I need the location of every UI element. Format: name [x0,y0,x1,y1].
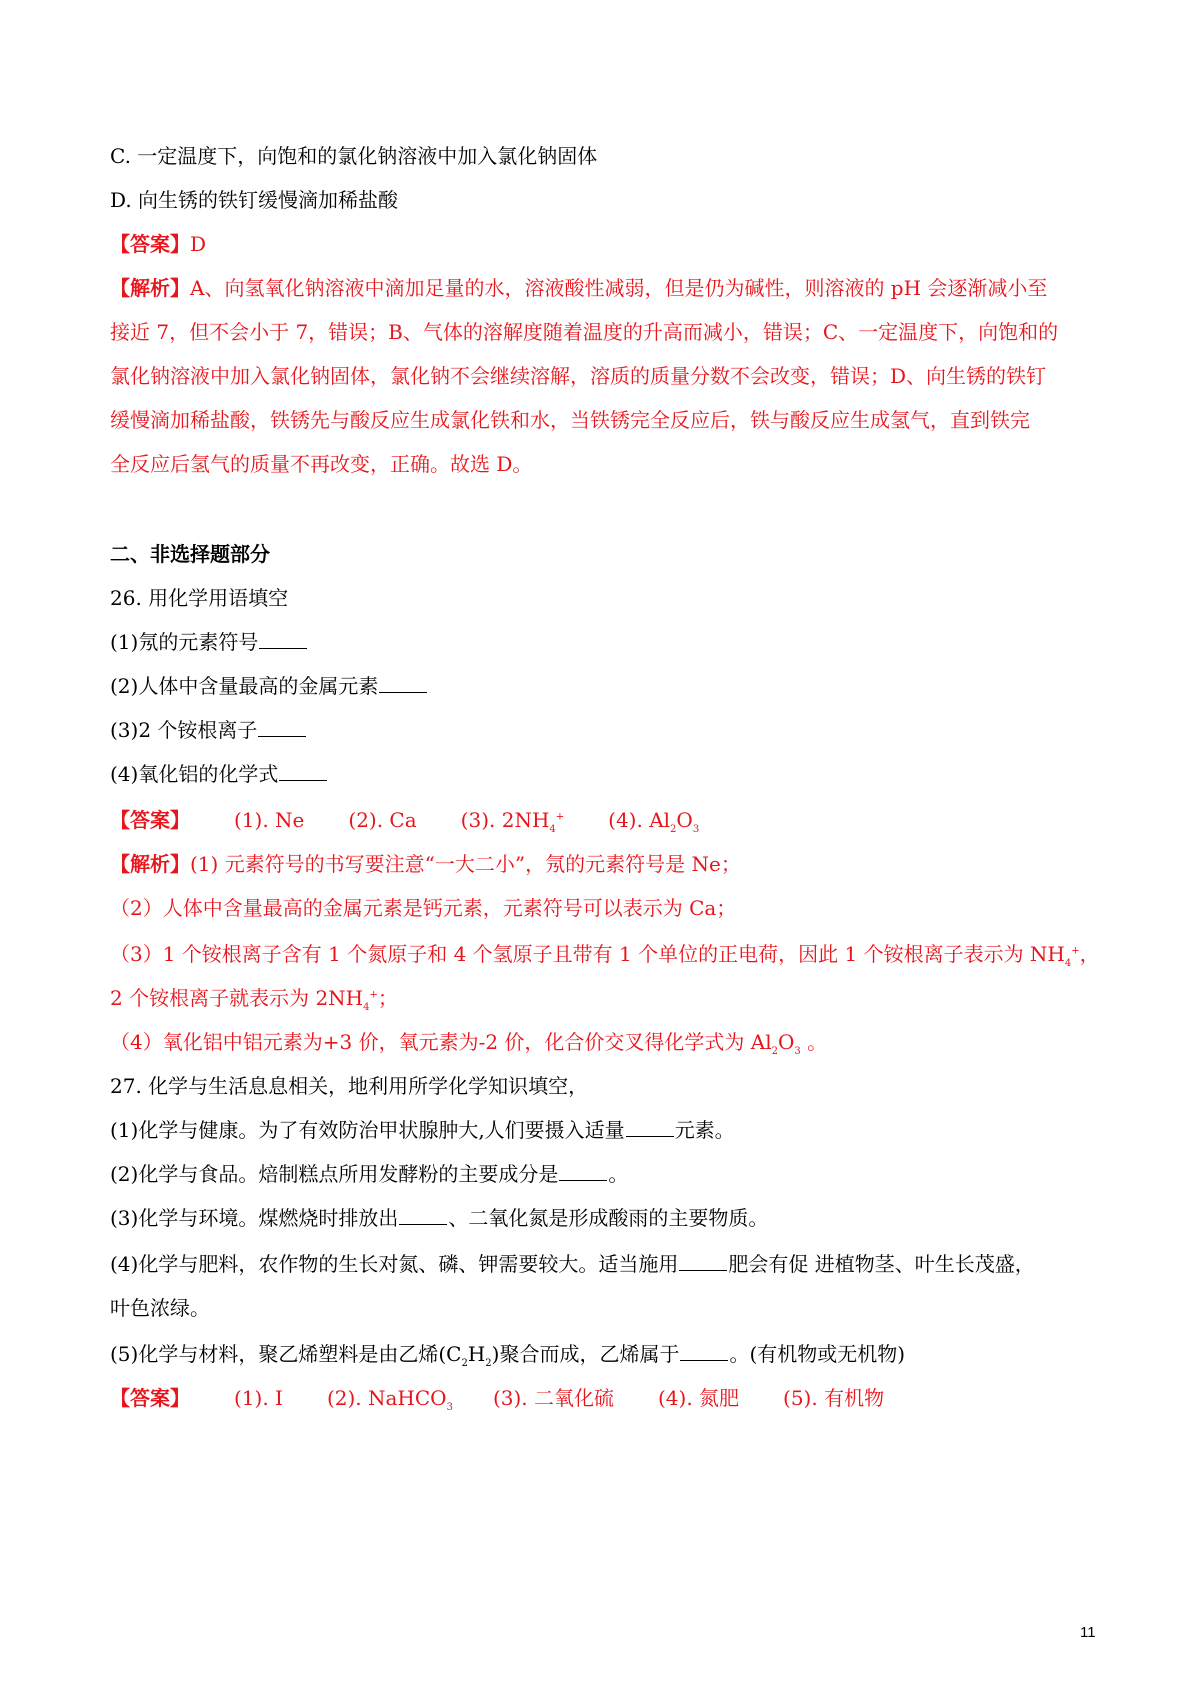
item-text: (4)氧化铝的化学式 [110,762,279,786]
answer-tag: 【答案】 [110,1386,190,1410]
q27-stem: 27. 化学与生活息息相关，地利用所学化学知识填空， [110,1074,589,1098]
q26-analysis-line-2: （2）人体中含量最高的金属元素是钙元素，元素符号可以表示为 Ca； [110,896,737,920]
q27-item-4: (4)化学与肥料，农作物的生长对氮、磷、钾需要较大。适当施用 肥会有促 进植物茎、叶生长茂盛， [110,1252,1035,1276]
analysis-text: A、向氢氧化钠溶液中滴加足量的水，溶液酸性减弱，但是仍为碱性，则溶液的 pH 会逐渐减小至 [190,276,1048,300]
q26-analysis-line-5: （4）氧化铝中铝元素为+3 价，氧元素为-2 价，化合价交叉得化学式为 $Al_2O_3$ 。 [110,1030,828,1057]
q25-analysis-line-3: 氯化钠溶液中加入氯化钠固体，氯化钠不会继续溶解，溶质的质量分数不会改变，错误；D、向生锈的铁钉 [110,364,1047,388]
answer-blank [680,1342,728,1361]
answer-blank [279,762,327,781]
q27-item-5: (5)化学与材料，聚乙烯塑料是由乙烯$(C_2H_2)$聚合而成，乙烯属于 。(有机物或无机物) [110,1342,906,1369]
q26-item-1 [110,628,308,656]
analysis-tag: 【解析】 [110,276,190,300]
answer-3: (3). 二氧化硫 [492,1386,614,1410]
q26-stem: 26. 用化学用语填空 [110,586,289,610]
answer-value: D [190,232,207,256]
answer-blank [259,630,307,649]
item-text: (2)人体中含量最高的金属元素 [110,674,379,698]
q25-analysis-line-2: 接近 7，但不会小于 7，错误；B、气体的溶解度随着温度的升高而减小，错误；C、一定温度下，向饱和的 [110,320,1059,344]
answer-3: (3). $2NH_4^+$ [460,808,565,835]
option-c: C. 一定温度下，向饱和的氯化钠溶液中加入氯化钠固体 [110,144,598,168]
q25-analysis-line-4: 缓慢滴加稀盐酸，铁锈先与酸反应生成氯化铁和水，当铁锈完全反应后，铁与酸反应生成氢气，直到铁完 [110,408,1030,432]
q26-item-4 [110,760,328,788]
answer-2: (2). Ca [348,808,417,832]
answer-4: (4). $Al_2O_3$ [608,808,700,835]
q25-answer [110,230,206,258]
answer-blank [626,1118,674,1137]
answer-1: (1). I [234,1386,283,1410]
answer-tag: 【答案】 [110,808,190,832]
section-title: 二、非选择题部分 [110,542,270,566]
q25-analysis-line-5: 全反应后氢气的质量不再改变，正确。故选 D。 [110,452,533,476]
item-text: (3)2 个铵根离子 [110,718,258,742]
q27-item-2: (2)化学与食品。焙制糕点所用发酵粉的主要成分是 。 [110,1162,629,1186]
q26-answer [110,806,699,834]
answer-tag: 【答案】 [110,232,190,256]
answer-4: (4). 氮肥 [657,1386,740,1410]
answer-2: (2). NaHCO$_3$ [326,1386,453,1413]
page-number: 11 [1080,1624,1096,1641]
q27-item-1: (1)化学与健康。为了有效防治甲状腺肿大,人们要摄入适量 元素。 [110,1118,735,1142]
q27-item-3: (3)化学与环境。煤燃烧时排放出 、二氧化氮是形成酸雨的主要物质。 [110,1206,769,1230]
q27-answer [110,1384,884,1412]
answer-blank [559,1162,607,1181]
analysis-text: (1) 元素符号的书写要注意“一大二小”，氖的元素符号是 Ne； [190,852,741,876]
answer-blank [258,718,306,737]
answer-5: (5). 有机物 [783,1386,885,1410]
analysis-tag: 【解析】 [110,852,190,876]
option-d: D. 向生锈的铁钉缓慢滴加稀盐酸 [110,188,399,212]
answer-blank [399,1206,447,1225]
q26-item-3 [110,716,307,744]
q26-item-2 [110,672,428,700]
q25-analysis-line-1 [110,274,1047,302]
answer-blank [379,674,427,693]
q26-analysis-line-3: （3）1 个铵根离子含有 1 个氮原子和 4 个氢原子且带有 1 个单位的正电荷，因此 1 个铵根离子表示为 $NH_4^+$， [110,942,1100,969]
answer-blank [679,1252,727,1271]
q26-analysis-line-4: 2 个铵根离子就表示为 $2NH_4^+$； [110,986,398,1013]
q26-analysis-line-1 [110,850,741,878]
item-text: (1)氖的元素符号 [110,630,259,654]
q27-item-4-cont: 叶色浓绿。 [110,1296,210,1320]
answer-1: (1). Ne [234,808,305,832]
